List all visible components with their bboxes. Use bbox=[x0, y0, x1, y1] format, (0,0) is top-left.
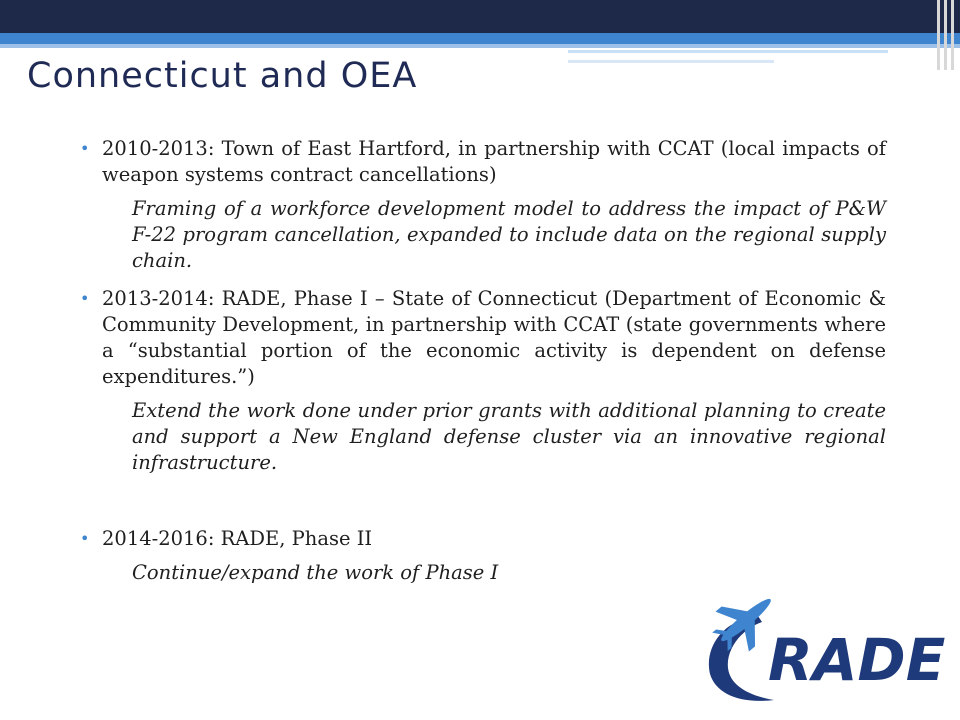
bullet-detail: Framing of a workforce development model to address the impact of P&W F-22 program cancellation, expanded to include data on the regional supply chain. bbox=[132, 197, 886, 272]
rade-logo bbox=[700, 590, 952, 708]
header-band-light bbox=[0, 44, 960, 48]
bullet-detail: Extend the work done under prior grants with additional planning to create and support a New England defense cluster via an innovative regional infrastructure. bbox=[132, 399, 886, 474]
bullet-item: • 2014-2016: RADE, Phase II bbox=[80, 526, 886, 552]
bullet-item: • 2013-2014: RADE, Phase I – State of Connecticut (Department of Economic & Community Development, in partnership with CCAT (state governments where a “substantial portion of the economic activity is dependent on defense expenditures.”) bbox=[80, 286, 886, 390]
header-band-blue bbox=[0, 33, 960, 44]
header-band-dark bbox=[0, 0, 960, 33]
bullet-detail: Continue/expand the work of Phase I bbox=[132, 561, 499, 584]
slide-title: Connecticut and OEA bbox=[27, 56, 418, 96]
header-accent-line-2 bbox=[568, 60, 774, 63]
header-stripes bbox=[934, 0, 960, 70]
header-accent-line bbox=[568, 50, 888, 53]
bullet-item: • 2010-2013: Town of East Hartford, in partnership with CCAT (local impacts of weapon systems contract cancellations) bbox=[80, 136, 886, 188]
slide-content bbox=[80, 136, 886, 586]
logo-text: RADE bbox=[768, 626, 946, 694]
